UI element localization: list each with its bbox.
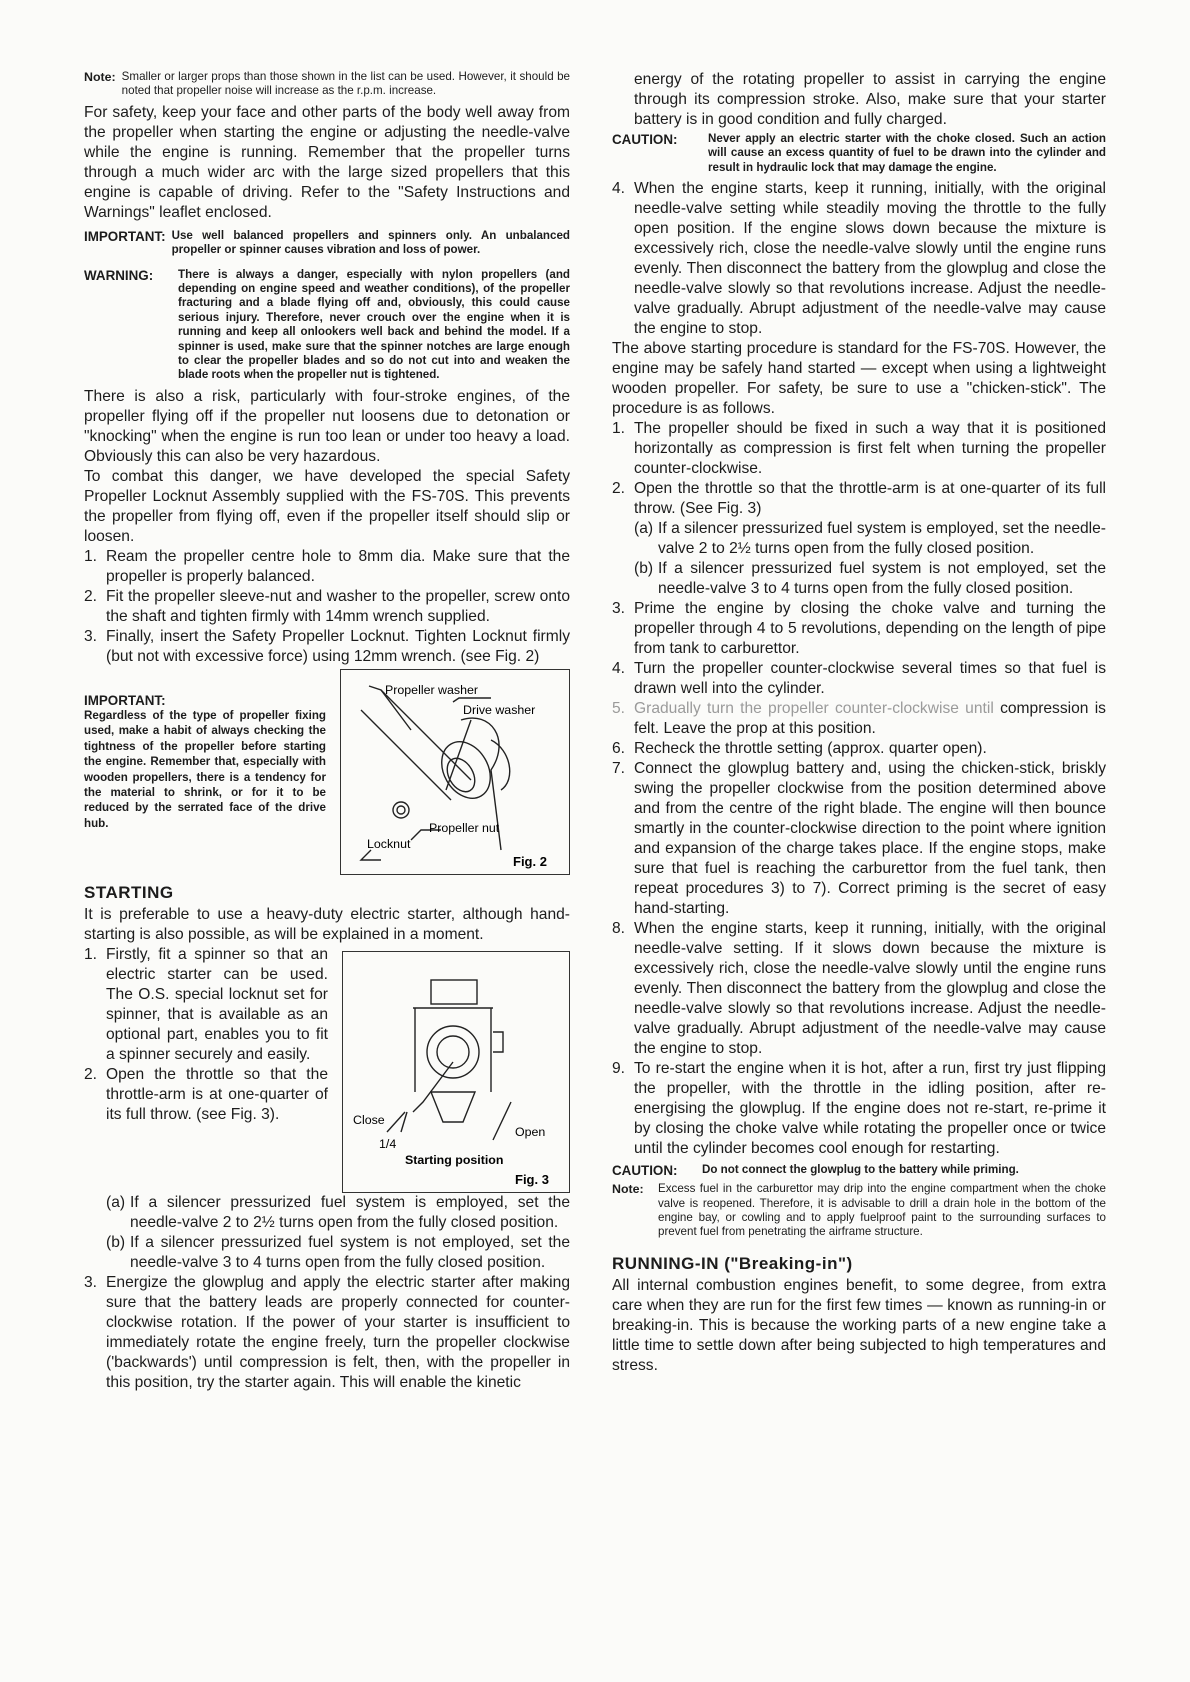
list-item: 3. Finally, insert the Safety Propeller Locknut. Tighten Locknut firmly (but not with excessive force) using 12mm wrench. (see Fig. 2) [84,627,570,665]
list-item: 3. Prime the engine by closing the choke valve and turning the propeller through 4 to 5 revolutions, depending on the length of pipe from tank to carburettor. [612,600,1106,658]
start-steps [84,945,328,1193]
list-item: 4. When the engine starts, keep it running, initially, with the original needle-valve setting while steadily moving the throttle to the fully open position. If the engine slows down because the mixture is excessively rich, close the needle-valve slowly until the engine runs evenly. Then disconnect the battery from the glowplug and close the needle-valve slowly so that revolutions increase. Adjust the needle-valve gradually. Abrupt adjustment of the needle-valve may cause the engine to stop. [612,180,1106,338]
starting-paragraph: It is preferable to use a heavy-duty electric starter, although hand-starting is also possible, as will be explained in a moment. [84,905,570,943]
list-item: 8. When the engine starts, keep it running, initially, with the original needle-valve setting. If it slows down because the mixture is excessively rich, close the needle-valve slowly until the engine runs evenly. Then disconnect the battery from the glowplug and close the needle-valve slowly so that revolutions increase. Adjust the needle-valve gradually. Abrupt adjustment of the needle-valve may cause the engine to stop. [612,920,1106,1058]
risk-paragraph: There is also a risk, particularly with four-stroke engines, of the propeller flying off if the propeller nut loosens due to detonation or "knocking" when the engine is run too lean or under too heavy a load. Obviously this can also be very hazardous. [84,387,570,465]
important-text: Regardless of the type of propeller fixing used, make a habit of always checking the tightness of the propeller before starting the engine. Remember that, especially with wooden propellers, there is a tendency for the material to shrink, or for it to be reduced by the serrated face of the drive hub. [84,708,326,830]
caution-label: CAUTION: [612,132,678,147]
list-item: 2. Open the throttle so that the throttle-arm is at one-quarter of its full throw. (See Fig. 3) [612,480,1106,518]
note-label: Note: [612,1182,644,1197]
sub-item-b: (b) If a silencer pressurized fuel system is not employed, set the needle-valve 3 to 4 turns open from the fully closed position. [634,560,1106,598]
caution-text: Do not connect the glowplug to the battery while priming. [702,1163,1019,1177]
important-label: IMPORTANT: [84,228,166,244]
faded-text: Gradually turn the propeller counter-clockwise until [634,700,994,718]
sub-item-b: (b) If a silencer pressurized fuel system is not employed, set the needle-valve 3 to 4 turns open from the fully closed position. [106,1233,570,1271]
note-drain [612,1182,1106,1240]
fig-label-starting-position: Starting position [405,1152,504,1167]
fig-label-propeller-washer: Propeller washer [385,682,478,697]
continued-paragraph: energy of the rotating propeller to assist in carrying the engine through its compression stroke. Also, make sure that your starter battery is in good condition and fully charged. [634,71,1106,128]
warning-block [84,268,570,383]
start-steps-fig3-row [84,945,570,1193]
fig-label-close: Close [353,1112,385,1127]
note-props [84,70,570,99]
running-in-heading: RUNNING-IN ("Breaking-in") [612,1253,853,1273]
combat-paragraph: To combat this danger, we have developed the special Safety Propeller Locknut Assembly supplied with the FS-70S. This prevents the propeller from flying off, even if the propeller itself should slip or loosen. [84,467,570,545]
list-item: 1. The propeller should be fixed in such a way that it is positioned horizontally as compression is first felt when turning the propeller counter-clockwise. [612,420,1106,478]
propeller-assembly-diagram [341,670,569,874]
list-item: 3. Energize the glowplug and apply the electric starter after making sure that the battery leads are properly connected for counter-clockwise rotation. If the power of your starter is insufficient to immediately rotate the engine freely, turn the propeller clockwise ('backwards') until compression is felt, then, with the propeller in this position, try the starter again. This will enable the kinetic [84,1273,570,1391]
fig-label-quarter: 1/4 [379,1136,397,1151]
fig-label-drive-washer: Drive washer [463,702,536,717]
caution-text: Never apply an electric starter with the choke closed. Such an action will cause an excess quantity of fuel to be drawn into the cylinder and result in hydraulic lock that may damage the engine. [708,132,1106,174]
list-item: 4. Turn the propeller counter-clockwise several times so that fuel is drawn well into the cylinder. [612,660,1106,698]
note-label: Note: [84,70,116,84]
list-item: 1. Firstly, fit a spinner so that an electric starter can be used. The O.S. special locknut set for spinner, that is available as an optional part, enables you to fit a spinner securely and easily. [84,945,328,1063]
caution-choke [612,132,1106,175]
figure-3 [342,951,570,1193]
note-text: Excess fuel in the carburettor may drip into the engine compartment when the choke valve is reopened. Therefore, it is advisable to drill a drain hole in the bottom of the engine bay, or cowling and to apply fuelproof paint to the surrounding surfaces to prevent fuel from penetrating the airframe structure. [658,1182,1106,1239]
list-item: 2. Fit the propeller sleeve-nut and washer to the propeller, screw onto the shaft and tighten firmly with 14mm wrench supplied. [84,587,570,625]
list-item: 6. Recheck the throttle setting (approx. quarter open). [612,740,987,758]
figure-2 [340,669,570,875]
sub-item-a: (a) If a silencer pressurized fuel system is employed, set the needle-valve 2 to 2½ turns open from the fully closed position. [634,520,1106,558]
starting-heading: STARTING [84,882,174,902]
list-item: 7. Connect the glowplug battery and, using the chicken-stick, briskly swing the propeller clockwise from the position determined above and from the centre of the right blade. The engine will then bounce smartly in the counter-clockwise direction to the point where ignition and expansion of the charge takes place. If the engine stops, make sure that fuel is reaching the carburettor from the fuel tank, then repeat procedures 3) to 7). Correct priming is the secret of easy hand-starting. [612,760,1106,918]
note-text: Smaller or larger props than those shown in the list can be used. However, it should be noted that propeller noise will increase as the r.p.m. increase. [121,70,570,98]
running-in-paragraph: All internal combustion engines benefit, to some degree, from extra care when they are run for the first few times — known as running-in or breaking-in. This is because the working parts of a new engine take a little time to settle down after being subjected to high temperatures and stress. [612,1276,1106,1374]
sub-item-a: (a) If a silencer pressurized fuel system is employed, set the needle-valve 2 to 2½ turns open from the fully closed position. [106,1193,570,1231]
right-column [612,70,1106,1376]
fig-caption: Fig. 2 [513,853,547,869]
important-fig2-row [84,669,570,875]
caution-priming [612,1163,1106,1178]
fig-label-locknut: Locknut [367,836,411,851]
important-balanced [84,229,570,258]
important-label: IMPORTANT: [84,692,166,708]
caution-label: CAUTION: [612,1163,678,1179]
important-text: Use well balanced propellers and spinners only. An unbalanced propeller or spinner causes vibration and loss of power. [171,228,570,257]
fig-caption: Fig. 3 [515,1171,549,1187]
above-paragraph: The above starting procedure is standard for the FS-70S. However, the engine may be safely hand started — except when using a lightweight wooden propeller. For safety, be sure to use a "chicken-stick". The procedure is as follows. [612,340,1106,418]
list-item: 1. Ream the propeller centre hole to 8mm dia. Make sure that the propeller is properly balanced. [84,547,570,585]
warning-label: WARNING: [84,267,154,283]
left-column [84,70,570,1393]
list-item: 5. Gradually turn the propeller counter-clockwise until compression is felt. Leave the prop at this position. [612,700,1106,738]
list-item: 2. Open the throttle so that the throttle-arm is at one-quarter of its full throw. (see Fig. 3). [84,1065,328,1123]
warning-text: There is always a danger, especially with nylon propellers (and depending on engine speed and weather conditions), of the propeller fracturing and a blade flying off and, obviously, this could cause serious injury. Therefore, never crouch over the engine when it is running and keep all onlookers well back and behind the model. If a spinner is used, make sure that the spinner notches are large enough to clear the propeller blades and so do not cut into and weaken the blade roots when the propeller nut is tightened. [178,267,570,382]
important-tightness [84,669,326,875]
fig-label-propeller-nut: Propeller nut [429,820,500,835]
throttle-position-diagram [343,952,569,1192]
fig-label-open: Open [515,1124,546,1139]
list-item: 9. To re-start the engine when it is hot, after a run, first try just flipping the propeller, with the throttle in the idling position, after re-energising the glowplug. If the engine does not re-start, re-prime it by closing the choke valve while rotating the propeller once or twice until the cylinder becomes cool enough for restarting. [612,1060,1106,1158]
safety-paragraph: For safety, keep your face and other parts of the body well away from the propeller when starting the engine or adjusting the needle-valve while the engine is running. Remember that the propeller turns through a much wider arc with the large sized propellers that this engine is capable of driving. Refer to the "Safety Instructions and Warnings" leaflet enclosed. [84,103,570,221]
